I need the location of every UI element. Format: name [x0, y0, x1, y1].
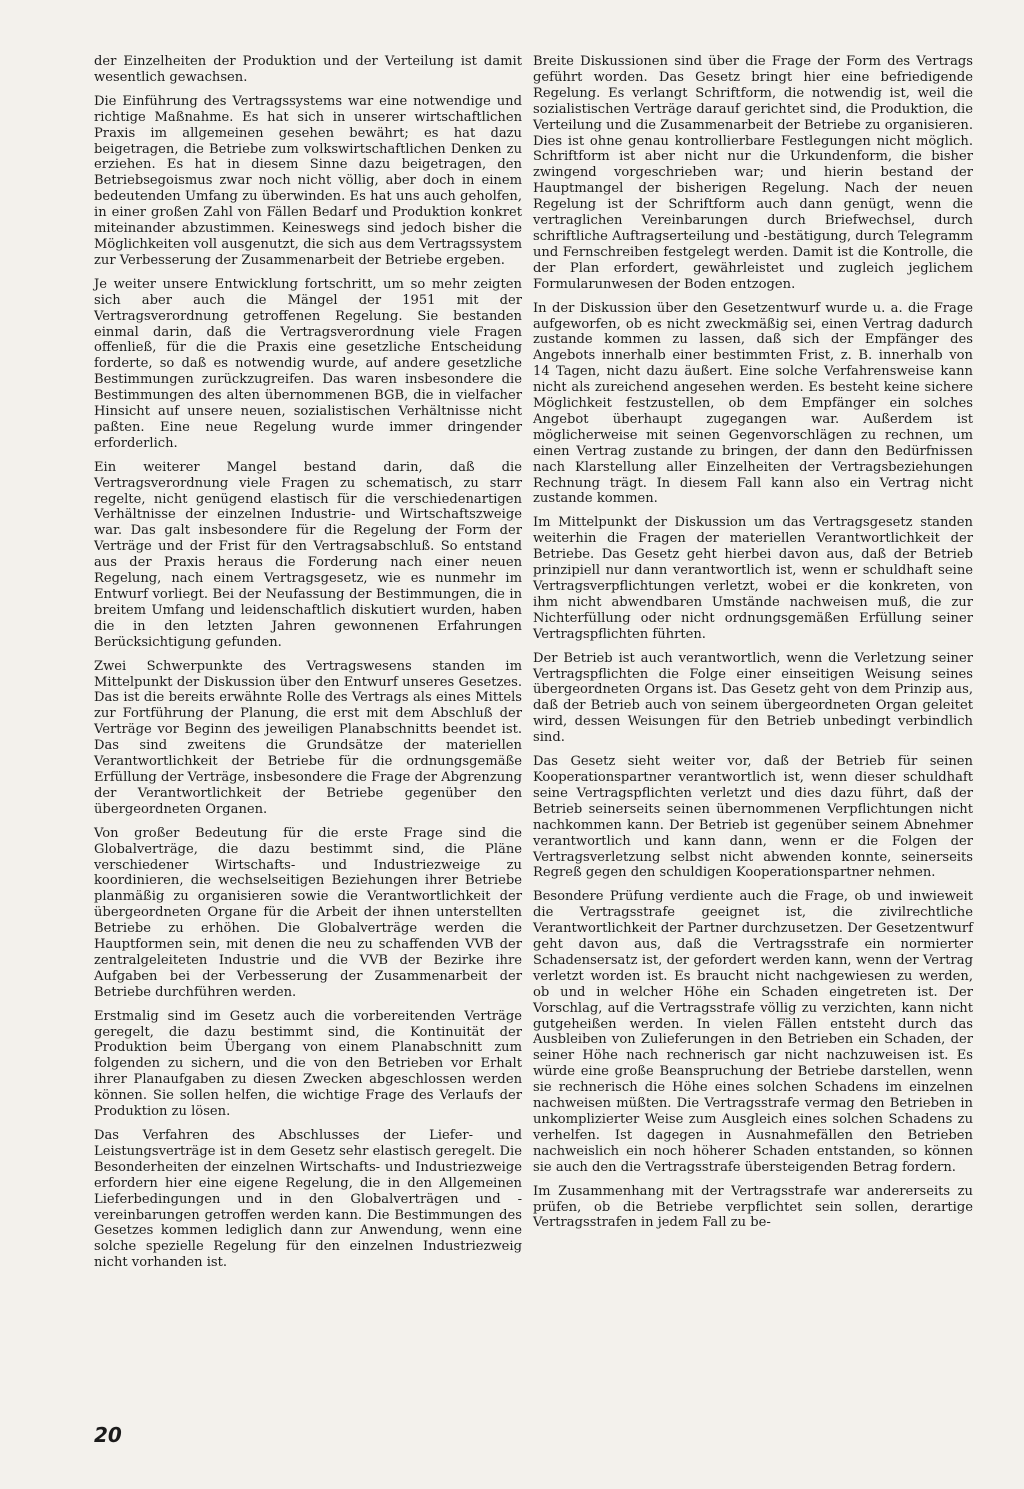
paragraph: Das Verfahren des Abschlusses der Liefer- und Leistungsverträge ist in dem Gesetz sehr elastisch geregelt. Die Besonderheiten der einzelnen Wirtschafts- und Industriezweige erfordern hier eine eigene Regelung, die in den Allgemeinen Lieferbedingungen und in den Globalverträgen und -vereinbarungen getroffen werden kann. Die Bestimmungen des Gesetzes kommen lediglich dann zur Anwendung, wenn eine solche spezielle Regelung für den einzelnen Industriezweig nicht vorhanden ist.: [94, 1128, 522, 1271]
paragraph: Die Einführung des Vertragssystems war eine notwendige und richtige Maßnahme. Es hat sich in unserer wirtschaftlichen Praxis im allgemeinen gesehen bewährt; es hat dazu beigetragen, die Betriebe zum volkswirtschaftlichen Denken zu erziehen. Es hat in diesem Sinne dazu beigetragen, den Betriebsegoismus zwar noch nicht völlig, aber doch in einem bedeutenden Umfang zu überwinden. Es hat uns auch geholfen, in einer großen Zahl von Fällen Bedarf und Produktion konkret miteinander abzustimmen. Keineswegs sind jedoch bisher die Möglichkeiten voll ausgenutzt, die sich aus dem Vertragssystem zur Verbesserung der Zusammenarbeit der Betriebe ergeben.: [94, 93, 522, 268]
paragraph: der Einzelheiten der Produktion und der Verteilung ist damit wesentlich gewachsen.: [94, 54, 522, 85]
paragraph: Breite Diskussionen sind über die Frage der Form des Vertrags geführt worden. Das Gesetz bringt hier eine befriedigende Regelung. Es verlangt Schriftform, die notwendig ist, weil die sozialistischen Verträge darauf gerichtet sind, die Produktion, die Verteilung und die Zusammenarbeit der Betriebe zu organisieren. Dies ist ohne genau kontrollierbare Festlegungen nicht möglich. Schriftform ist aber nicht nur die Urkundenform, die bisher zwingend vorgeschrieben war; und hierin bestand der Hauptmangel der bisherigen Regelung. Nach der neuen Regelung ist der Schriftform auch dann genügt, wenn die vertraglichen Vereinbarungen durch Briefwechsel, durch schriftliche Auftragserteilung und -bestätigung, durch Telegramm und Fernschreiben festgelegt werden. Damit ist die Kontrolle, die der Plan erfordert, gewährleistet und zugleich jeglichem Formularunwesen der Boden entzogen.: [533, 54, 973, 292]
paragraph: Im Mittelpunkt der Diskussion um das Vertragsgesetz standen weiterhin die Fragen der materiellen Verantwortlichkeit der Betriebe. Das Gesetz geht hierbei davon aus, daß der Betrieb prinzipiell nur dann verantwortlich ist, wenn er schuldhaft seine Vertragsverpflichtungen verletzt, wobei er die konkreten, von ihm nicht abwendbaren Umstände nachweisen muß, die zur Nichterfüllung oder nicht ordnungsgemäßen Erfüllung seiner Vertragspflichten führten.: [533, 515, 973, 642]
paragraph: Zwei Schwerpunkte des Vertragswesens standen im Mittelpunkt der Diskussion über den Entwurf unseres Gesetzes. Das ist die bereits erwähnte Rolle des Vertrags als eines Mittels zur Fortführung der Planung, die erst mit dem Abschluß der Verträge vor Beginn des jeweiligen Planabschnitts beendet ist. Das sind zweitens die Grundsätze der materiellen Verantwortlichkeit der Betriebe für die ordnungsgemäße Erfüllung der Verträge, insbesondere die Frage der Abgrenzung der Verantwortlichkeit der Betriebe gegenüber den übergeordneten Organen.: [94, 658, 522, 817]
paragraph: Je weiter unsere Entwicklung fortschritt, um so mehr zeigten sich aber auch die Mängel der 1951 mit der Vertragsverordnung getroffenen Regelung. Sie bestanden einmal darin, daß die Vertragsverordnung viele Fragen offenließ, für die die Praxis eine gesetzliche Entscheidung forderte, so daß es notwendig wurde, auf andere gesetzliche Bestimmungen zurückzugreifen. Das waren insbesondere die Bestimmungen des alten übernommenen BGB, die in vielfacher Hinsicht auf unsere neuen, sozialistischen Verhältnisse nicht paßten. Eine neue Regelung wurde immer dringender erforderlich.: [94, 276, 522, 451]
paragraph: Erstmalig sind im Gesetz auch die vorbereitenden Verträge geregelt, die dazu bestimmt sind, die Kontinuität der Produktion beim Übergang von einem Planabschnitt zum folgenden zu sichern, und die von den Betrieben vor Erhalt ihrer Planaufgaben zu diesen Zwecken abgeschlossen werden können. Sie sollen helfen, die wichtige Frage des Verlaufs der Produktion zu lösen.: [94, 1008, 522, 1120]
text-column-left: [94, 54, 522, 1279]
paragraph: In der Diskussion über den Gesetzentwurf wurde u. a. die Frage aufgeworfen, ob es nicht zweckmäßig sei, einen Vertrag dadurch zustande kommen zu lassen, daß sich der Empfänger des Angebots innerhalb einer bestimmten Frist, z. B. innerhalb von 14 Tagen, nicht dazu äußert. Eine solche Verfahrensweise kann nicht als zureichend angesehen werden. Es besteht keine sichere Möglichkeit festzustellen, ob dem Empfänger ein solches Angebot überhaupt zugegangen war. Außerdem ist möglicherweise mit seinen Gegenvorschlägen zu rechnen, um einen Vertrag zustande zu bringen, der dann den Bedürfnissen nach Klarstellung aller Einzelheiten der Vertragsbeziehungen Rechnung trägt. In diesem Fall kann also ein Vertrag nicht zustande kommen.: [533, 300, 973, 507]
text-column-right: [533, 54, 973, 1239]
paragraph: Besondere Prüfung verdiente auch die Frage, ob und inwieweit die Vertragsstrafe geeignet ist, die zivilrechtliche Verantwortlichkeit der Partner durchzusetzen. Der Gesetzentwurf geht davon aus, daß die Vertragsstrafe ein normierter Schadensersatz ist, der gefordert werden kann, wenn der Vertrag verletzt worden ist. Es braucht nicht nachgewiesen zu werden, ob und in welcher Höhe ein Schaden eingetreten ist. Der Vorschlag, auf die Vertragsstrafe völlig zu verzichten, kann nicht gutgeheißen werden. In vielen Fällen entsteht durch das Ausbleiben von Zulieferungen in den Betrieben ein Schaden, der seiner Höhe nach rechnerisch gar nicht nachzuweisen ist. Es würde eine große Beanspruchung der Betriebe darstellen, wenn sie rechnerisch die Höhe eines solchen Schadens im einzelnen nachweisen müßten. Die Vertragsstrafe vermag den Betrieben in unkomplizierter Weise zum Ausgleich eines solchen Schadens zu verhelfen. Ist dagegen in Ausnahmefällen den Betrieben nachweislich ein noch höherer Schaden entstanden, so können sie auch den die Vertragsstrafe übersteigenden Betrag fordern.: [533, 889, 973, 1175]
paragraph: Ein weiterer Mangel bestand darin, daß die Vertragsverordnung viele Fragen zu schematisch, zu starr regelte, nicht genügend elastisch für die verschiedenartigen Verhältnisse der einzelnen Industrie- und Wirtschaftszweige war. Das galt insbesondere für die Regelung der Form der Verträge und der Frist für den Vertragsabschluß. So entstand aus der Praxis heraus die Forderung nach einer neuen Regelung, nach einem Vertragsgesetz, wie es nunmehr im Entwurf vorliegt. Bei der Neufassung der Bestimmungen, die in breitem Umfang und leidenschaftlich diskutiert wurden, haben die in den letzten Jahren gewonnenen Erfahrungen Berücksichtigung gefunden.: [94, 459, 522, 650]
paragraph: Von großer Bedeutung für die erste Frage sind die Globalverträge, die dazu bestimmt sind, die Pläne verschiedener Wirtschafts- und Industriezweige zu koordinieren, die wechselseitigen Beziehungen ihrer Betriebe planmäßig zu organisieren sowie die Verantwortlichkeit der übergeordneten Organe für die Arbeit der ihnen unterstellten Betriebe zu erhöhen. Die Globalverträge werden die Hauptformen sein, mit denen die neu zu schaffenden VVB der zentralgeleiteten Industrie und die VVB der Bezirke ihre Aufgaben bei der Verbesserung der Zusammenarbeit der Betriebe durchführen werden.: [94, 825, 522, 1000]
paragraph: Im Zusammenhang mit der Vertragsstrafe war andererseits zu prüfen, ob die Betriebe verpflichtet sein sollen, derartige Vertragsstrafen in jedem Fall zu be-: [533, 1183, 973, 1231]
page-number: 20: [94, 1423, 122, 1447]
paragraph: Der Betrieb ist auch verantwortlich, wenn die Verletzung seiner Vertragspflichten die Folge einer einseitigen Weisung seines übergeordneten Organs ist. Das Gesetz geht von dem Prinzip aus, daß der Betrieb auch von seinem übergeordneten Organ geleitet wird, dessen Weisungen für den Betrieb unbedingt verbindlich sind.: [533, 650, 973, 746]
paragraph: Das Gesetz sieht weiter vor, daß der Betrieb für seinen Kooperationspartner verantwortlich ist, wenn dieser schuldhaft seine Vertragspflichten verletzt und dies dazu führt, daß der Betrieb seinerseits seinen übernommenen Verpflichtungen nicht nachkommen kann. Der Betrieb ist gegenüber seinem Abnehmer verantwortlich und kann dann, wenn er die Folgen der Vertragsverletzung selbst nicht abwenden konnte, seinerseits Regreß gegen den schuldigen Kooperationspartner nehmen.: [533, 754, 973, 881]
